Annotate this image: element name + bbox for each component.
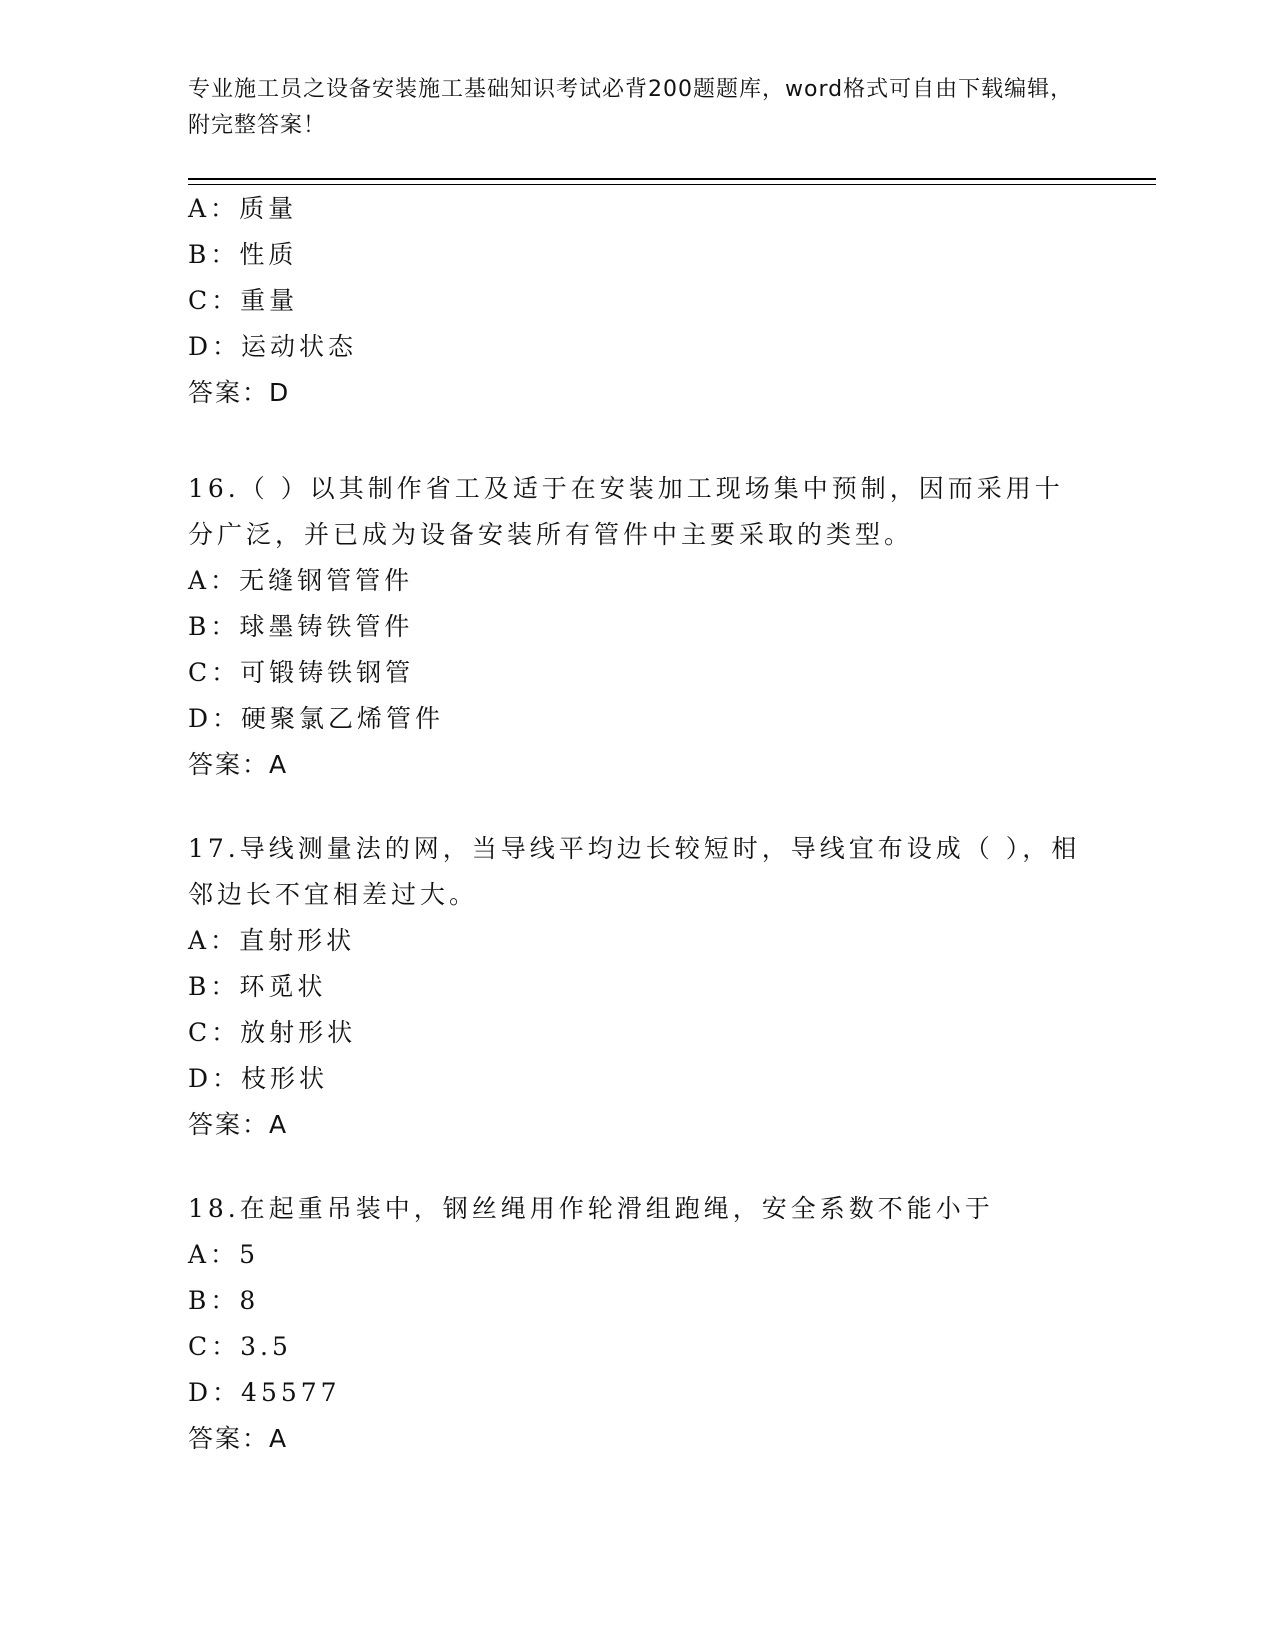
- option-b: B：性质: [188, 240, 298, 269]
- header-rule-thin: [188, 184, 1156, 185]
- answer-line: 答案：A: [188, 1424, 289, 1453]
- option-d: D：硬聚氯乙烯管件: [188, 704, 445, 733]
- option-d: D：枝形状: [188, 1064, 329, 1093]
- option-d: D：运动状态: [188, 332, 358, 361]
- option-d: D：45577: [188, 1378, 341, 1407]
- question-stem: 16.（ ）以其制作省工及适于在安装加工现场集中预制，因而采用十分广泛，并已成为设备安装所有管件中主要采取的类型。: [188, 474, 1064, 549]
- answer-line: 答案：A: [188, 1110, 289, 1139]
- option-a: A：质量: [188, 194, 298, 223]
- question-16-block: [188, 466, 1088, 788]
- option-c: C：3.5: [188, 1332, 292, 1361]
- question-18-block: [188, 1186, 1088, 1462]
- document-header: 专业施工员之设备安装施工基础知识考试必背200题题库，word格式可自由下载编辑，附完整答案！: [188, 77, 1074, 138]
- option-a: A：直射形状: [188, 926, 356, 955]
- option-b: B：球墨铸铁管件: [188, 612, 414, 641]
- option-a: A：无缝钢管管件: [188, 566, 414, 595]
- option-c: C：重量: [188, 286, 299, 315]
- question-17-block: [188, 826, 1088, 1148]
- question-stem: 18.在起重吊装中，钢丝绳用作轮滑组跑绳，安全系数不能小于: [188, 1194, 994, 1223]
- option-c: C：可锻铸铁钢管: [188, 658, 415, 687]
- question-15-block: [188, 186, 1088, 416]
- option-b: B：8: [188, 1286, 260, 1315]
- answer-line: 答案：A: [188, 750, 289, 779]
- option-b: B：环觅状: [188, 972, 327, 1001]
- option-a: A：5: [188, 1240, 259, 1269]
- answer-line: 答案：D: [188, 378, 291, 407]
- option-c: C：放射形状: [188, 1018, 357, 1047]
- header-rule-thick: [188, 178, 1156, 180]
- question-stem: 17.导线测量法的网，当导线平均边长较短时，导线宜布设成（ ），相邻边长不宜相差过大。: [188, 834, 1081, 909]
